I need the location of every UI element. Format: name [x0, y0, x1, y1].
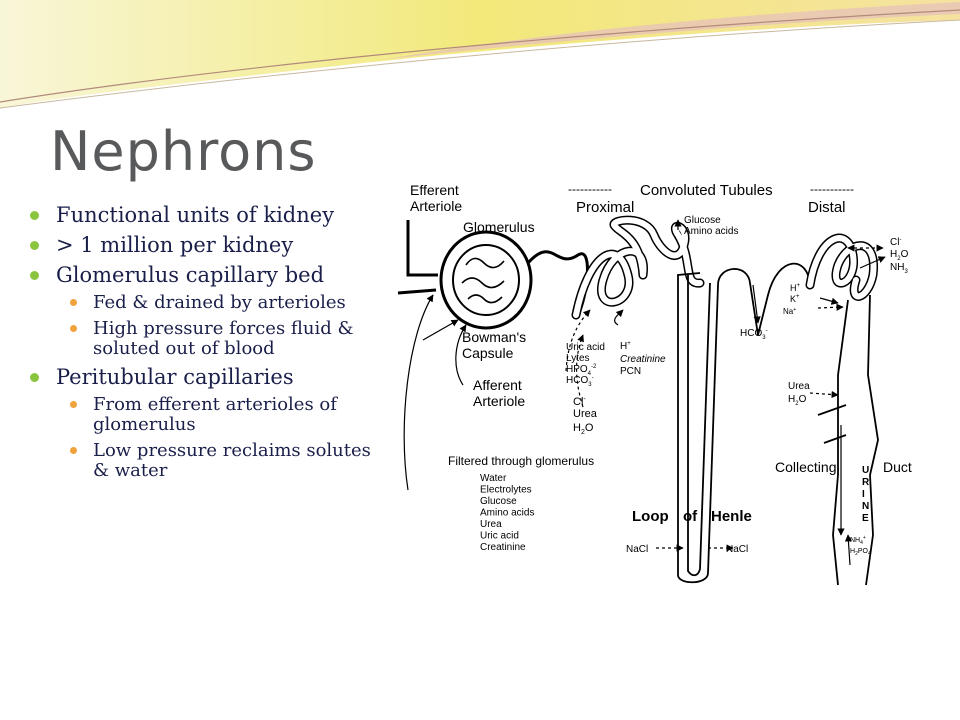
distal-h2o-label: $H_2O$ — [890, 249, 909, 262]
afferent-label-2: Arteriole — [473, 393, 526, 409]
bullet-marker — [30, 271, 39, 280]
urine-letter: N — [862, 501, 870, 512]
filtered-item: Creatinine — [480, 542, 526, 553]
h2o-label: $H_2O$ — [573, 422, 594, 436]
hpo4-text: HPO — [566, 364, 588, 375]
henle-label: Henle — [711, 508, 752, 525]
slide-title: Nephrons — [50, 120, 317, 183]
h-plus-text: H — [620, 341, 628, 352]
h2po4-label: $H_2PO_4$ — [850, 548, 871, 557]
glomerulus-label: Glomerulus — [463, 219, 535, 235]
bullet-text: Peritubular capillaries — [56, 365, 294, 389]
hpo4-label: $HPO_4^{-2}$ — [566, 364, 597, 377]
bullet-marker — [30, 241, 39, 250]
urine-letter: I — [862, 489, 865, 500]
distal-label: Distal — [808, 199, 846, 216]
distal-h-label: H+ — [790, 283, 801, 293]
h2o-duct-text: H — [788, 394, 796, 405]
h2po4-text: H — [850, 548, 856, 555]
cl-label: Cl- — [573, 396, 586, 408]
bowmans-label-2: Capsule — [462, 345, 514, 361]
bullet-list — [30, 203, 380, 487]
proximal-label: Proximal — [576, 199, 635, 216]
distal-cl-label: Cl- — [890, 237, 902, 248]
distal-na-label: Na+ — [783, 307, 797, 316]
efferent-label-2: Arteriole — [410, 198, 463, 214]
filtered-item: Electrolytes — [480, 484, 532, 496]
nh3-label: $NH_3$ — [890, 262, 908, 275]
sub-bullet-marker — [70, 447, 77, 454]
hco3-distal-text: HCO — [740, 328, 763, 339]
distal-h2o-text: H — [890, 249, 898, 260]
nacl-left-label: NaCl — [626, 544, 649, 555]
urine-letter: E — [862, 513, 869, 524]
filtered-item: Uric acid — [480, 530, 519, 542]
header-decoration — [0, 0, 960, 115]
sub-bullet-marker — [70, 325, 77, 332]
collecting-label: Collecting — [775, 459, 837, 475]
pcn-label: PCN — [620, 366, 642, 377]
h2o-duct-label: $H_2O$ — [788, 394, 807, 407]
cl-text: Cl — [573, 396, 584, 408]
of-label: of — [683, 508, 698, 525]
uric-acid-label: Uric acid — [566, 342, 605, 353]
amino-acids-label: Amino acids — [684, 226, 739, 237]
sub-bullet-text: High pressure forces fluid & soluted out of blood — [93, 318, 354, 359]
efferent-label: Efferent — [410, 182, 459, 198]
urine-letter: U — [862, 465, 870, 476]
bullet-marker — [30, 373, 39, 382]
distal-na-text: Na — [783, 307, 794, 316]
sub-bullet-marker — [70, 299, 77, 306]
h-plus-label: H+ — [620, 341, 631, 352]
distal-cl-text: Cl — [890, 237, 900, 248]
dash-right: ----------- — [810, 182, 854, 196]
duct-label: Duct — [883, 459, 912, 475]
sub-bullet-marker — [70, 401, 77, 408]
hco3-distal-label: $HCO_3^-$ — [740, 328, 768, 341]
distal-k-label: K+ — [790, 294, 800, 304]
hco3-text: HCO — [566, 375, 589, 386]
hco3-label: $HCO_3^-$ — [566, 375, 594, 388]
sub-bullet-text: Low pressure reclaims solutes & water — [93, 440, 371, 481]
sub-bullet-item — [30, 441, 380, 481]
sub-bullet-item — [30, 319, 380, 359]
sub-bullet-item — [30, 293, 380, 313]
bullet-item — [30, 203, 380, 227]
convoluted-tubules-label: Convoluted Tubules — [640, 182, 773, 199]
distal-k-text: K — [790, 294, 797, 304]
dash-left: ----------- — [568, 182, 612, 196]
bullet-text: Glomerulus capillary bed — [56, 263, 325, 287]
h2o-text: H — [573, 422, 581, 434]
nephron-diagram — [378, 175, 934, 625]
bullet-text: > 1 million per kidney — [56, 233, 294, 257]
glucose-label: Glucose — [684, 215, 721, 226]
filtered-item: Glucose — [480, 496, 517, 507]
nh4-text: NH — [850, 537, 861, 544]
urea-duct-label: Urea — [788, 381, 810, 392]
urine-letter: R — [862, 477, 870, 488]
bullet-item — [30, 263, 380, 287]
sub-bullet-text: Fed & drained by arterioles — [93, 292, 346, 313]
lytes-label: Lytes — [566, 353, 590, 364]
loop-label: Loop — [632, 508, 669, 525]
bullet-text: Functional units of kidney — [56, 203, 335, 227]
bullet-item — [30, 365, 380, 389]
sub-bullet-text: From efferent arterioles of glomerulus — [93, 394, 337, 435]
filtered-item: Urea — [480, 519, 502, 530]
urea-label: Urea — [573, 408, 597, 420]
nh3-text: NH — [890, 262, 905, 273]
bullet-item — [30, 233, 380, 257]
distal-h-text: H — [790, 283, 797, 293]
nh4-label: $NH_4^+$ — [850, 535, 866, 546]
creatinine-label: Creatinine — [620, 354, 666, 365]
filtered-title: Filtered through glomerulus — [448, 454, 595, 468]
bowmans-label: Bowman's — [462, 329, 527, 345]
afferent-label: Afferent — [473, 377, 522, 393]
bullet-marker — [30, 211, 39, 220]
filtered-item: Amino acids — [480, 507, 535, 519]
filtered-item: Water — [480, 473, 507, 484]
nacl-right-label: NaCl — [726, 544, 749, 555]
sub-bullet-item — [30, 395, 380, 435]
